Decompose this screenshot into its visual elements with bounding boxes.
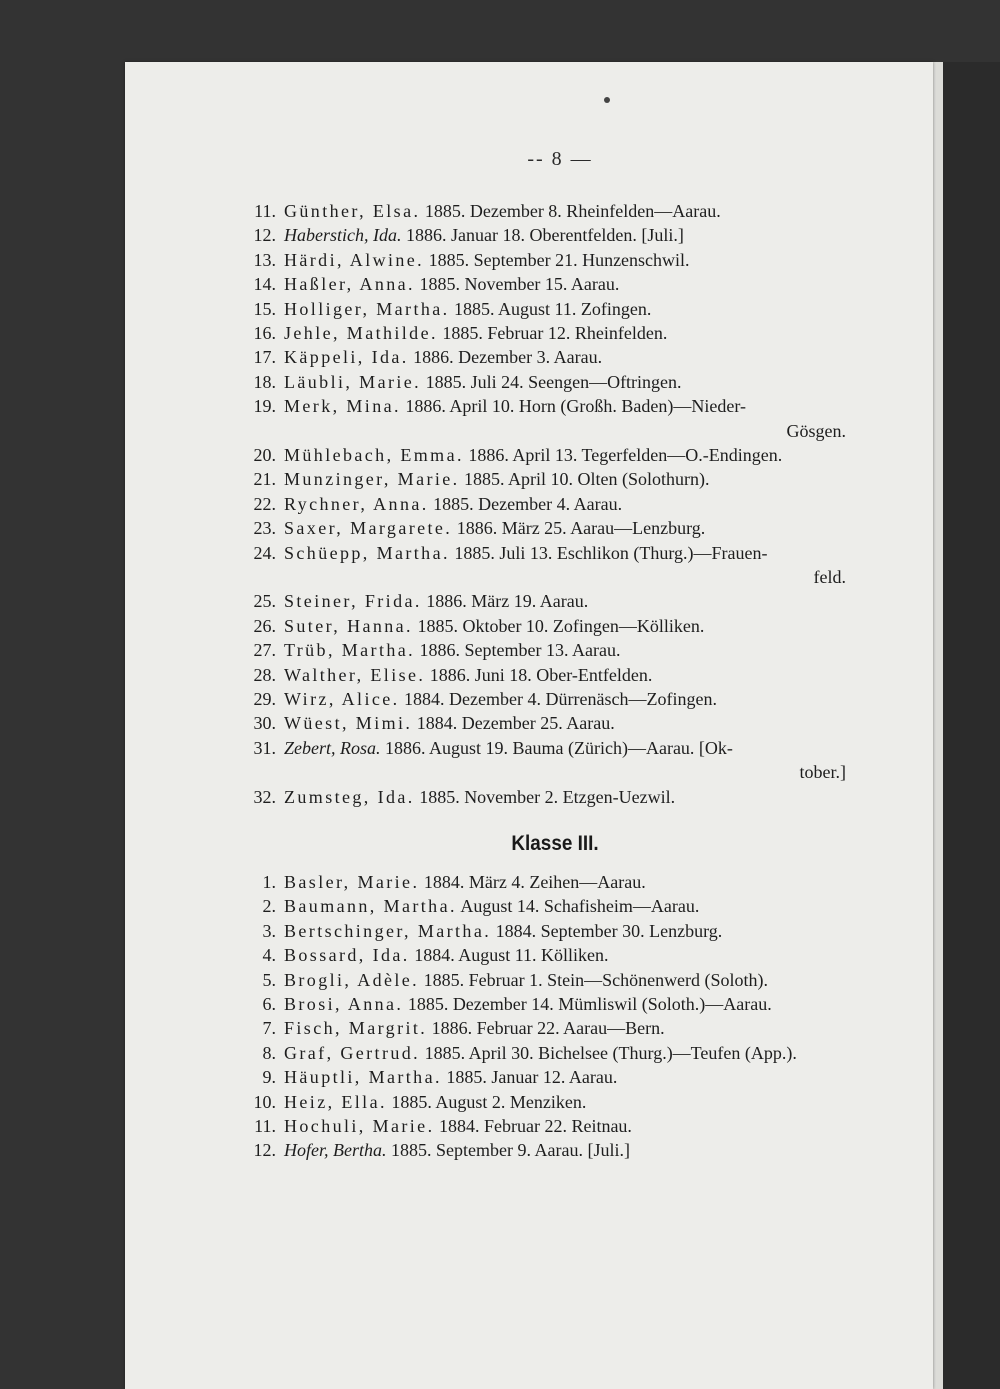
entry-name: Zumsteg, Ida.	[284, 786, 415, 807]
list-item	[240, 323, 667, 344]
list-item	[240, 921, 722, 942]
entry-name: Saxer, Margarete.	[284, 518, 453, 539]
entry-number: 16.	[253, 323, 276, 343]
entry-name: Jehle, Mathilde.	[284, 323, 438, 343]
entry-continuation: feld.	[813, 567, 846, 587]
entry-number: 13.	[253, 249, 276, 270]
list-item	[240, 274, 619, 295]
entry-details: 1885. Februar 1. Stein—Schönenwerd (Soloth).	[419, 969, 769, 990]
entry-number: 7.	[262, 1018, 276, 1039]
entry-name: Merk, Mina.	[284, 396, 401, 417]
entry-number: 32.	[253, 786, 276, 807]
entry-number: 22.	[253, 493, 276, 514]
entry-details: 1885. November 2. Etzgen-Uezwil.	[414, 786, 676, 807]
entry-details: 1885. August 11. Zofingen.	[449, 298, 652, 319]
ink-dot	[604, 97, 610, 103]
list-item	[240, 543, 768, 564]
entry-number: 26.	[253, 615, 276, 636]
entry-name: Walther, Elise.	[284, 664, 426, 685]
entry-number: 29.	[253, 689, 276, 709]
entry-details: 1886. Dezember 3. Aarau.	[408, 347, 603, 368]
list-item	[240, 994, 772, 1015]
entry-name: Härdi, Alwine.	[284, 249, 425, 270]
entry-name: Heiz, Ella.	[284, 1091, 387, 1112]
entry-details: 1885. Dezember 4. Aarau.	[428, 493, 623, 514]
list-item	[240, 347, 602, 368]
entry-details: 1886. April 10. Horn (Großh. Baden)—Nieder-	[400, 396, 746, 417]
list-item	[240, 665, 652, 686]
entry-name: Wüest, Mimi.	[284, 713, 413, 734]
entry-number: 18.	[253, 371, 276, 392]
entry-name: Wirz, Alice.	[284, 689, 400, 709]
entry-details: 1885. April 10. Olten (Solothurn).	[459, 469, 710, 490]
entry-name: Baumann, Martha.	[284, 896, 457, 917]
entry-name: Rychner, Anna.	[284, 493, 429, 514]
entry-number: 11.	[254, 201, 276, 221]
entry-number: 14.	[253, 274, 276, 295]
entry-continuation: Gösgen.	[786, 420, 846, 441]
entry-name: Läubli, Marie.	[284, 371, 422, 392]
entry-name: Bossard, Ida.	[284, 945, 410, 966]
entry-name: Holliger, Martha.	[284, 298, 450, 319]
entry-number: 27.	[253, 640, 276, 661]
entry-details: 1885. Juli 24. Seengen—Oftringen.	[421, 371, 682, 392]
entry-number: 28.	[253, 664, 276, 685]
list-item	[240, 713, 615, 734]
list-item	[240, 872, 646, 893]
entry-number: 4.	[262, 945, 276, 966]
entry-details: 1886. März 19. Aarau.	[421, 591, 589, 612]
entry-name: Graf, Gertrud.	[284, 1042, 421, 1063]
page-number: -- 8 —	[527, 148, 593, 170]
entry-name: Brosi, Anna.	[284, 994, 404, 1014]
entry-name: Haberstich, Ida.	[284, 225, 402, 246]
entry-details: 1885. Februar 12. Rheinfelden.	[437, 323, 668, 343]
entry-number: 15.	[253, 298, 276, 319]
entry-number: 10.	[253, 1091, 276, 1112]
entry-number: 12.	[253, 225, 276, 246]
entry-details: 1885. November 15. Aarau.	[414, 274, 620, 295]
list-item	[240, 689, 717, 710]
entry-number: 24.	[253, 542, 276, 563]
entry-name: Bertschinger, Martha.	[284, 920, 492, 941]
entry-details: 1885. September 21. Hunzenschwil.	[424, 249, 690, 270]
entry-name: Schüepp, Martha.	[284, 542, 450, 563]
list-item	[240, 1043, 797, 1064]
entry-continuation: tober.]	[799, 762, 846, 783]
entry-name: Steiner, Frida.	[284, 591, 422, 612]
section-title-klasse-iii: Klasse III.	[511, 832, 599, 855]
entry-details: 1885. Dezember 14. Mümliswil (Soloth.)—Aarau.	[403, 994, 772, 1014]
list-item	[240, 787, 675, 808]
entry-number: 31.	[253, 737, 276, 758]
entry-name: Trüb, Martha.	[284, 640, 416, 661]
list-item	[240, 518, 705, 539]
list-item	[240, 250, 690, 271]
entry-name: Haßler, Anna.	[284, 274, 415, 295]
list-item	[240, 591, 588, 612]
entry-number: 25.	[253, 591, 276, 612]
entry-details: 1884. Dezember 25. Aarau.	[412, 713, 615, 734]
entry-details: 1886. April 13. Tegerfelden—O.-Endingen.	[463, 445, 783, 465]
entry-details: 1885. August 2. Menziken.	[386, 1091, 587, 1112]
entry-details: 1884. Dezember 4. Dürrenäsch—Zofingen.	[399, 689, 717, 709]
entry-details: 1886. März 25. Aarau—Lenzburg.	[452, 518, 706, 539]
list-item	[240, 970, 768, 991]
entry-name: Zebert, Rosa.	[284, 737, 381, 758]
entry-number: 6.	[262, 994, 276, 1014]
list-item	[240, 1018, 665, 1039]
entry-number: 2.	[262, 896, 276, 917]
list-item	[240, 494, 622, 515]
entry-number: 8.	[262, 1042, 276, 1063]
entry-name: Käppeli, Ida.	[284, 347, 409, 368]
list-item	[240, 1140, 630, 1161]
entry-details: 1884. Februar 22. Reitnau.	[434, 1116, 632, 1136]
entry-number: 20.	[253, 445, 276, 465]
entry-name: Mühlebach, Emma.	[284, 445, 464, 465]
list-item	[240, 469, 710, 490]
entry-details: 1886. Januar 18. Oberentfelden. [Juli.]	[401, 225, 684, 246]
entry-details: 1885. Juli 13. Eschlikon (Thurg.)—Frauen-	[449, 542, 768, 563]
entry-name: Häuptli, Martha.	[284, 1067, 442, 1088]
entry-details: 1885. April 30. Bichelsee (Thurg.)—Teufen (App.).	[420, 1042, 797, 1063]
entry-details: 1884. September 30. Lenzburg.	[491, 920, 723, 941]
entry-number: 11.	[254, 1116, 276, 1136]
list-item	[240, 225, 684, 246]
list-item	[240, 616, 704, 637]
list-item	[240, 738, 733, 759]
entry-details: 1885. Oktober 10. Zofingen—Kölliken.	[412, 615, 705, 636]
list-item	[240, 299, 651, 320]
list-item	[240, 945, 609, 966]
entry-number: 9.	[262, 1067, 276, 1088]
entry-number: 5.	[262, 969, 276, 990]
entry-details: 1884. März 4. Zeihen—Aarau.	[419, 872, 646, 892]
entry-details: 1886. Juni 18. Ober-Entfelden.	[425, 664, 653, 685]
entry-name: Suter, Hanna.	[284, 615, 413, 636]
list-item	[240, 1067, 617, 1088]
list-item	[240, 201, 721, 222]
list-item	[240, 1092, 586, 1113]
list-item	[240, 445, 782, 466]
entry-name: Munzinger, Marie.	[284, 469, 460, 490]
list-item	[240, 640, 621, 661]
list-item	[240, 896, 699, 917]
entry-number: 17.	[253, 347, 276, 368]
entry-details: 1885. September 9. Aarau. [Juli.]	[386, 1140, 630, 1161]
entry-details: 1884. August 11. Kölliken.	[409, 945, 609, 966]
entry-number: 21.	[253, 469, 276, 490]
page-edge	[933, 62, 943, 1389]
entry-name: Basler, Marie.	[284, 872, 420, 892]
list-item	[240, 1116, 632, 1137]
list-item	[240, 396, 746, 417]
entry-number: 23.	[253, 518, 276, 539]
entry-number: 19.	[253, 396, 276, 417]
entry-name: Fisch, Margrit.	[284, 1018, 428, 1039]
list-item	[240, 372, 682, 393]
entry-name: Brogli, Adèle.	[284, 969, 420, 990]
entry-details: 1885. Dezember 8. Rheinfelden—Aarau.	[420, 201, 721, 221]
entry-details: 1886. Februar 22. Aarau—Bern.	[427, 1018, 665, 1039]
entry-name: Günther, Elsa.	[284, 201, 421, 221]
entry-details: 1886. August 19. Bauma (Zürich)—Aarau. [Ok-	[380, 737, 733, 758]
entry-number: 12.	[253, 1140, 276, 1161]
entry-name: Hofer, Bertha.	[284, 1140, 387, 1161]
entry-details: August 14. Schafisheim—Aarau.	[456, 896, 700, 917]
entry-name: Hochuli, Marie.	[284, 1116, 435, 1136]
entry-details: 1885. Januar 12. Aarau.	[441, 1067, 618, 1088]
entry-number: 30.	[253, 713, 276, 734]
entry-details: 1886. September 13. Aarau.	[415, 640, 621, 661]
facing-page-shadow	[943, 62, 1000, 1389]
entry-number: 3.	[262, 920, 276, 941]
entry-number: 1.	[262, 872, 276, 892]
